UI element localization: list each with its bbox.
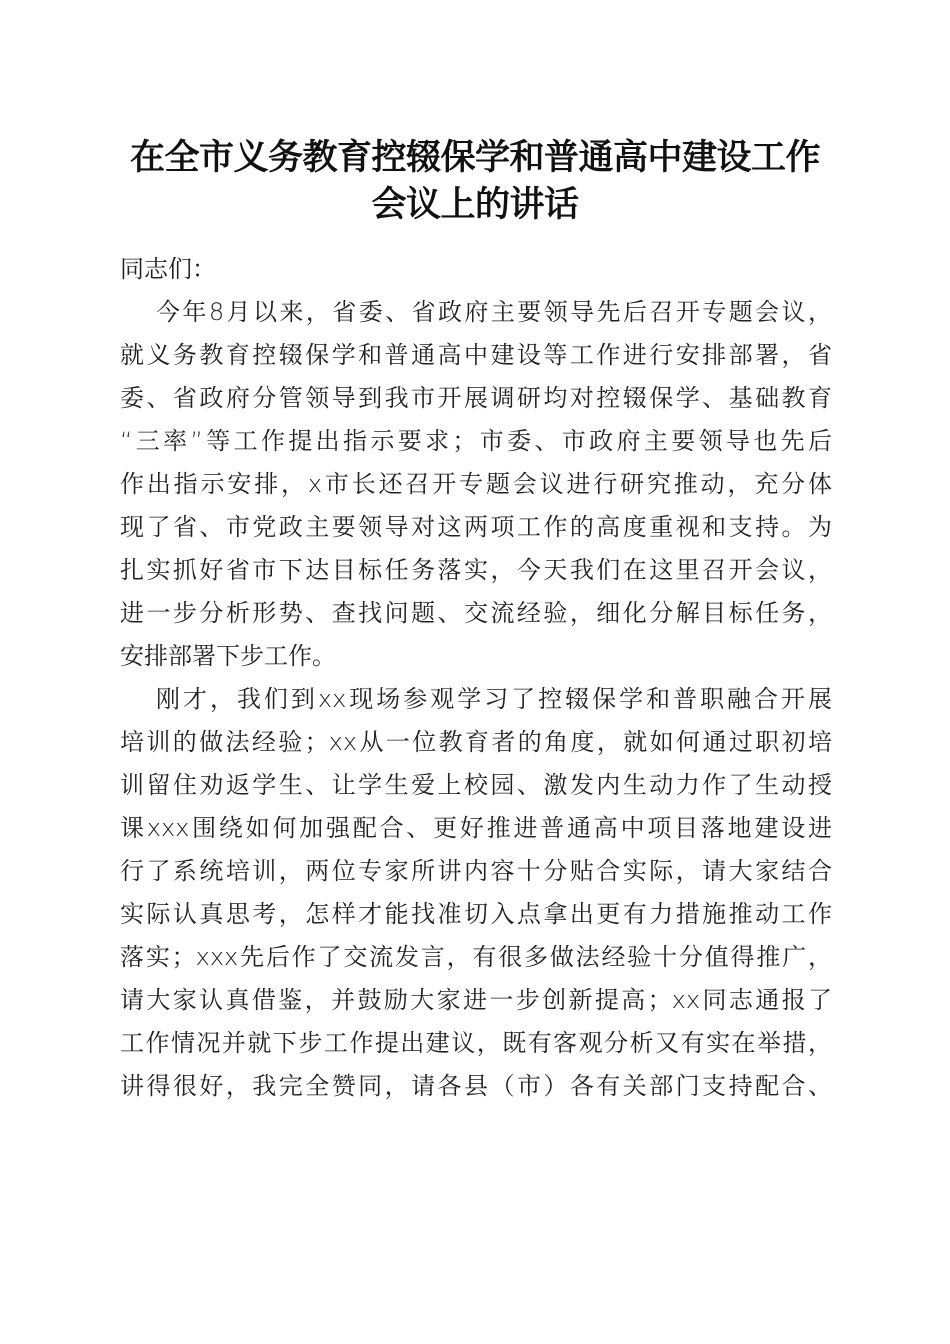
salutation: 同志们： [120,255,216,283]
paragraph-line: 安排部署下步工作。 [120,642,336,670]
paragraph-line: 今年8月以来，省委、省政府主要领导先后召开专题会议， [156,298,832,326]
paragraph-line: 训留住劝返学生、让学生爱上校园、激发内生动力作了生动授 [120,771,832,799]
paragraph-line: “三率”等工作提出指示要求；市委、市政府主要领导也先后 [120,427,832,455]
paragraph-line: 培训的做法经验；xx从一位教育者的角度，就如何通过职初培 [120,728,832,756]
paragraph-line: 刚才，我们到xx现场参观学习了控辍保学和普职融合开展 [156,685,832,713]
paragraph-line: 行了系统培训，两位专家所讲内容十分贴合实际，请大家结合 [120,857,832,885]
paragraph-line: 现了省、市党政主要领导对这两项工作的高度重视和支持。为 [120,513,832,541]
paragraph-line: 扎实抓好省市下达目标任务落实，今天我们在这里召开会议， [120,556,832,584]
paragraph-line: 实际认真思考，怎样才能找准切入点拿出更有力措施推动工作 [120,900,832,928]
paragraph-line: 作出指示安排，x市长还召开专题会议进行研究推动，充分体 [120,470,832,498]
paragraph-line: 委、省政府分管领导到我市开展调研均对控辍保学、基础教育 [120,384,832,412]
paragraph-line: 课xxx围绕如何加强配合、更好推进普通高中项目落地建设进 [120,814,832,842]
paragraph-line: 就义务教育控辍保学和普通高中建设等工作进行安排部署，省 [120,341,832,369]
document-title-line-1: 在全市义务教育控辍保学和普通高中建设工作 [129,137,820,178]
paragraph-line: 工作情况并就下步工作提出建议，既有客观分析又有实在举措， [120,1029,832,1057]
paragraph-line: 请大家认真借鉴，并鼓励大家进一步创新提高；xx同志通报了 [120,986,832,1014]
paragraph-line: 落实；xxx先后作了交流发言，有很多做法经验十分值得推广， [120,943,832,971]
paragraph-line: 讲得很好，我完全赞同，请各县（市）各有关部门支持配合、 [120,1072,832,1100]
document-title-line-2: 会议上的讲话 [371,184,579,225]
paragraph-line: 进一步分析形势、查找问题、交流经验，细化分解目标任务， [120,599,832,627]
